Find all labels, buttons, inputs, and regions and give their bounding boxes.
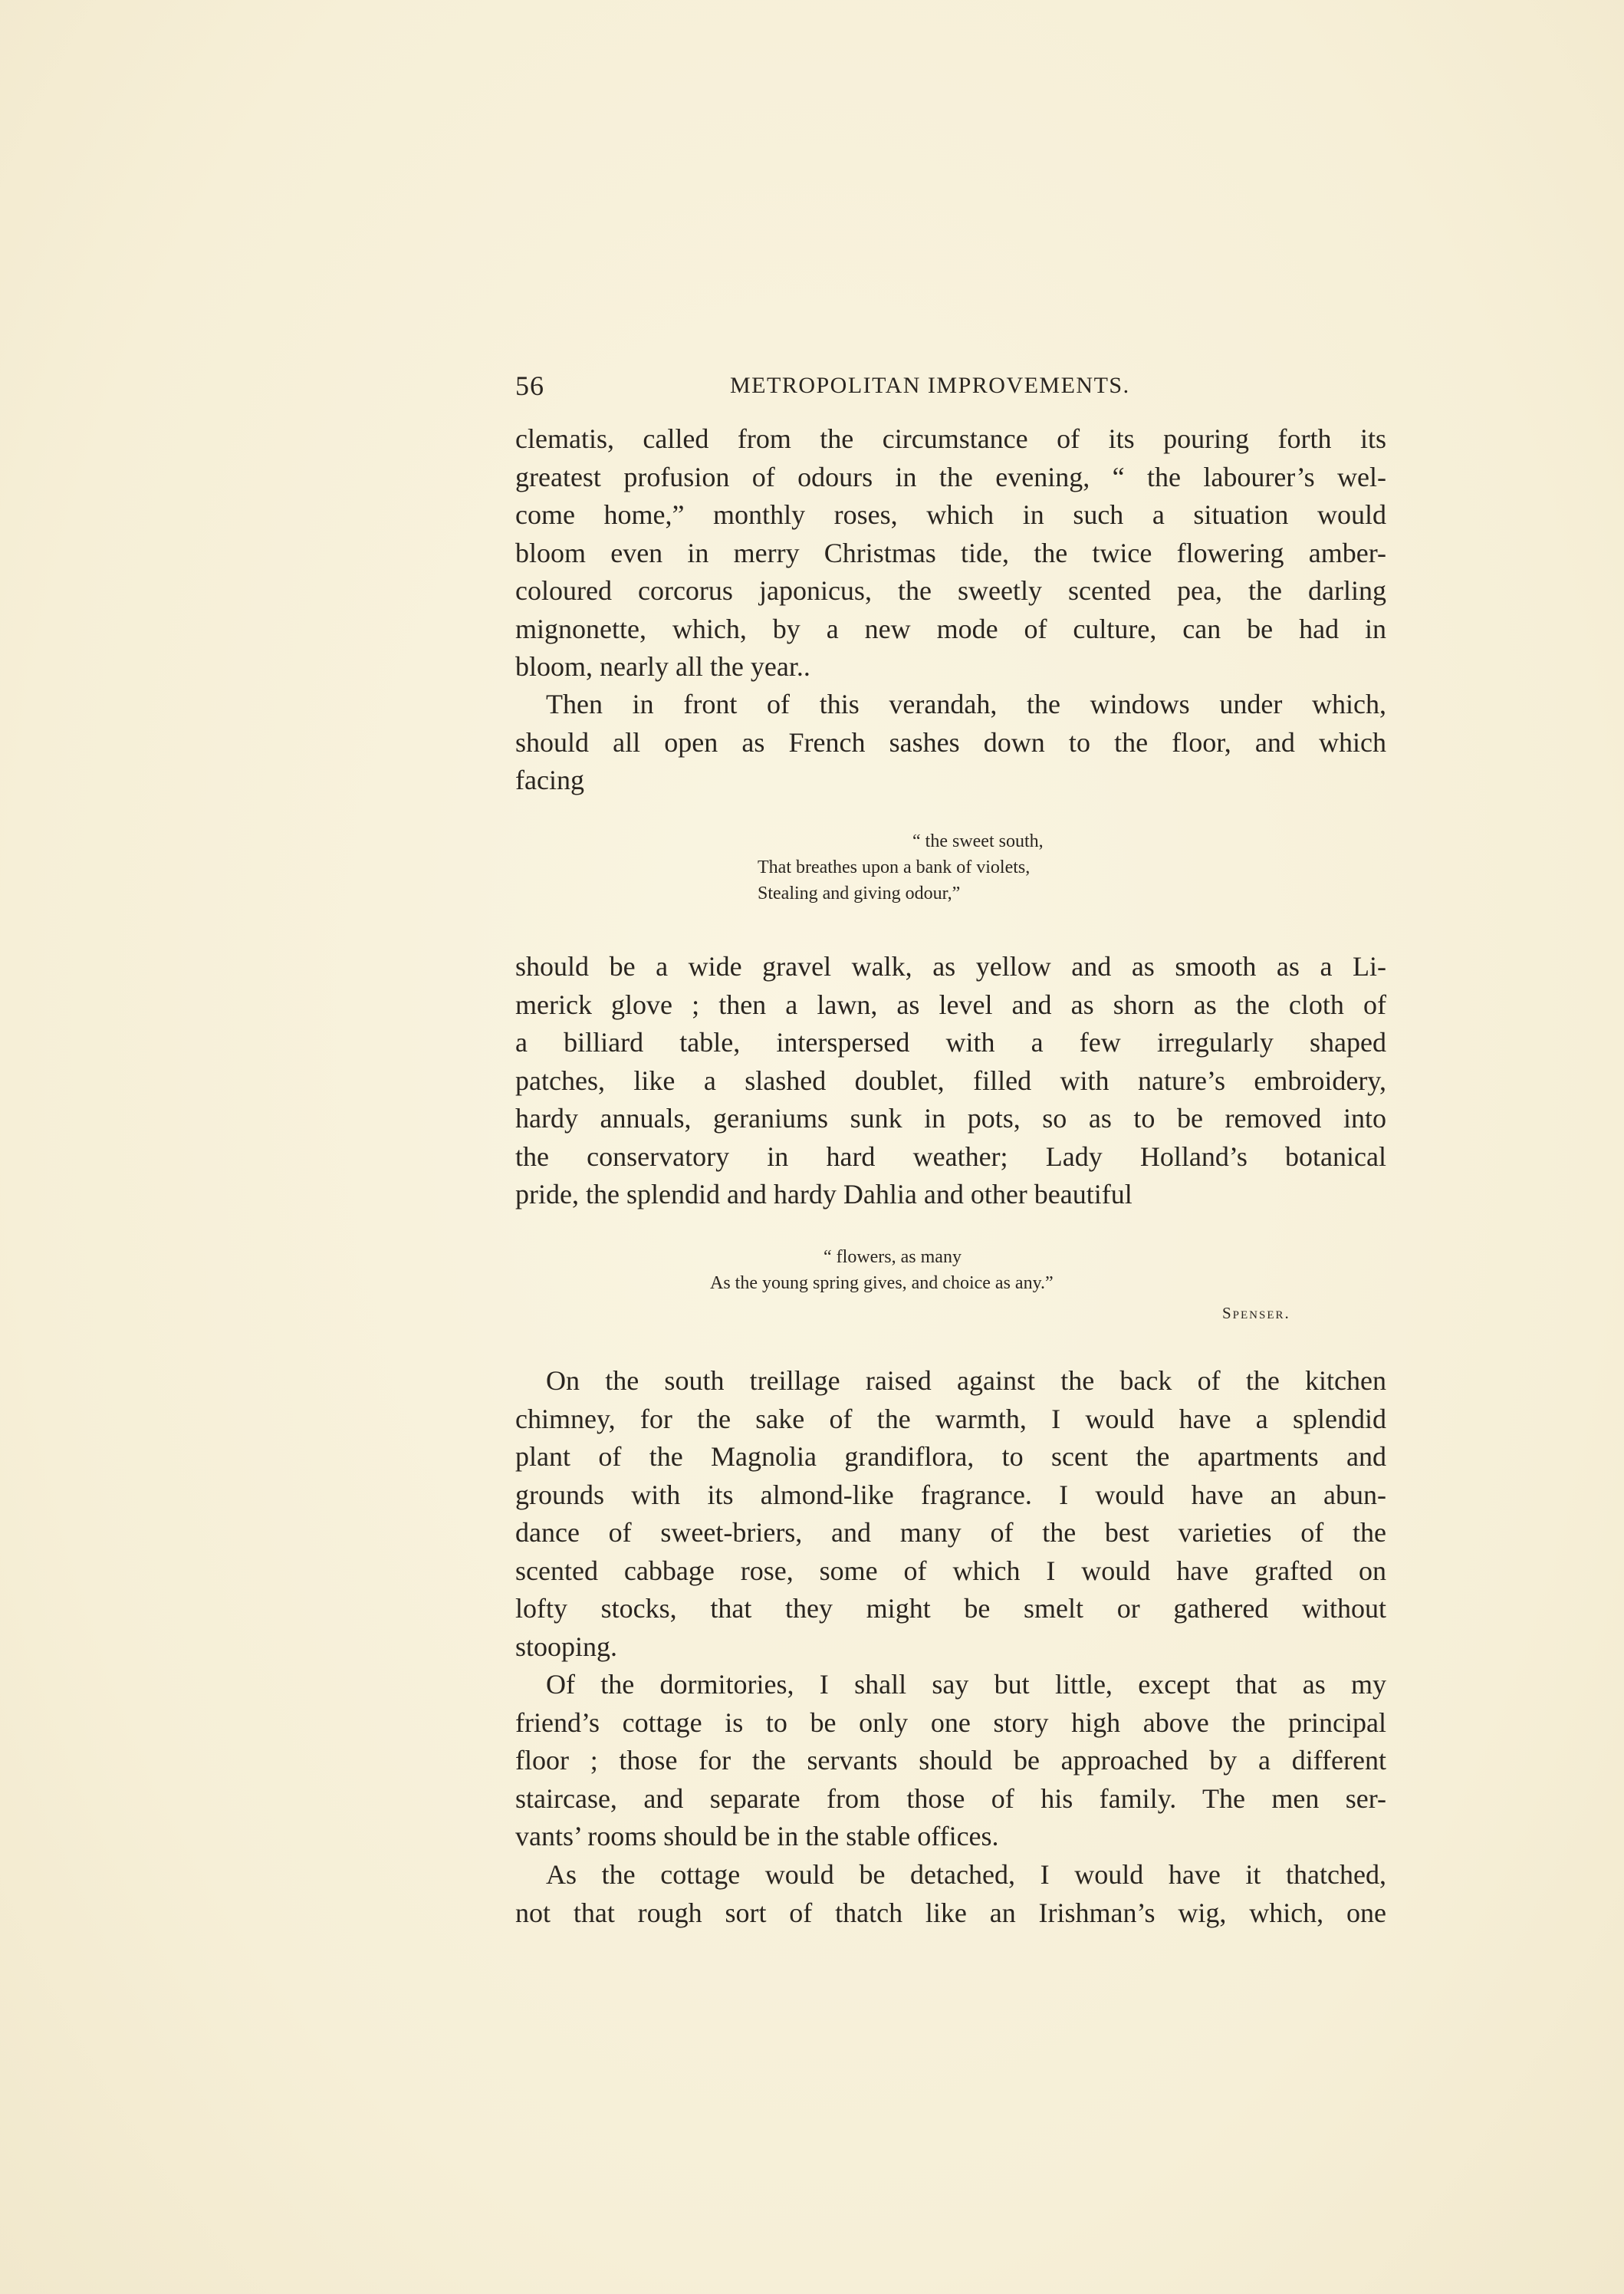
page-number: 56 xyxy=(515,370,544,401)
text-line: bloom, nearly all the year.. xyxy=(515,651,810,682)
text-line: bloom even in merry Christmas tide, the twice flowering amber- xyxy=(515,537,1386,568)
text-line: patches, like a slashed doublet, filled with nature’s embroidery, xyxy=(515,1065,1386,1096)
verse-line: “ the sweet south, xyxy=(912,831,1044,851)
text-line: clematis, called from the circumstance of its pouring forth its xyxy=(515,423,1386,454)
text-line: scented cabbage rose, some of which I would have grafted on xyxy=(515,1555,1386,1586)
text-line: a billiard table, interspersed with a few irregularly shaped xyxy=(515,1027,1386,1058)
text-line: grounds with its almond-like fragrance. I would have an abun- xyxy=(515,1479,1386,1510)
text-line: greatest profusion of odours in the evening, “ the labourer’s wel- xyxy=(515,461,1386,492)
text-line: On the south treillage raised against the back of the kitchen xyxy=(546,1365,1386,1396)
text-line: should all open as French sashes down to the floor, and which xyxy=(515,726,1386,758)
paragraph-6 xyxy=(515,1856,1386,1932)
text-line: the conservatory in hard weather; Lady Holland’s botanical xyxy=(515,1140,1386,1172)
text-line: Then in front of this verandah, the windows under which, xyxy=(546,689,1386,719)
verse-line: Stealing and giving odour,” xyxy=(758,884,961,903)
text-line: stooping. xyxy=(515,1631,618,1662)
text-line: Of the dormitories, I shall say but little, except that as my xyxy=(546,1669,1386,1700)
paragraph-1 xyxy=(515,420,1386,686)
paragraph-2 xyxy=(515,686,1386,800)
verse-quote-2 xyxy=(710,1244,1054,1296)
quote-attribution: Spenser. xyxy=(1222,1304,1290,1322)
text-line: pride, the splendid and hardy Dahlia and other beautiful xyxy=(515,1179,1133,1210)
text-line: As the cottage would be detached, I would have it thatched, xyxy=(546,1859,1386,1890)
verse-quote-1 xyxy=(758,828,1044,907)
text-line: floor ; those for the servants should be approached by a different xyxy=(515,1745,1386,1776)
running-title: METROPOLITAN IMPROVEMENTS. xyxy=(730,373,1130,398)
text-line: come home,” monthly roses, which in such a situation would xyxy=(515,499,1386,530)
verse-line: As the young spring gives, and choice as any.” xyxy=(710,1273,1054,1293)
text-line: staircase, and separate from those of his family. The men ser- xyxy=(515,1782,1386,1814)
text-line: lofty stocks, that they might be smelt or gathered without xyxy=(515,1593,1386,1624)
text-line: dance of sweet-briers, and many of the best varieties of the xyxy=(515,1517,1386,1548)
text-line: hardy annuals, geraniums sunk in pots, so as to be removed into xyxy=(515,1103,1386,1134)
text-line: chimney, for the sake of the warmth, I would have a splendid xyxy=(515,1403,1386,1434)
text-line: mignonette, which, by a new mode of culture, can be had in xyxy=(515,613,1386,644)
page-header xyxy=(515,370,1386,416)
text-line: facing xyxy=(515,765,584,795)
paragraph-4 xyxy=(515,1362,1386,1666)
paragraph-3 xyxy=(515,948,1386,1214)
text-line: should be a wide gravel walk, as yellow and as smooth as a Li- xyxy=(515,951,1386,982)
text-line: coloured corcorus japonicus, the sweetly scented pea, the darling xyxy=(515,575,1386,606)
paragraph-5 xyxy=(515,1666,1386,1856)
text-line: merick glove ; then a lawn, as level and as shorn as the cloth of xyxy=(515,989,1386,1020)
text-line: vants’ rooms should be in the stable offices. xyxy=(515,1821,999,1851)
text-line: plant of the Magnolia grandiflora, to scent the apartments and xyxy=(515,1441,1386,1472)
verse-line: “ flowers, as many xyxy=(824,1247,962,1267)
text-line: friend’s cottage is to be only one story high above the principal xyxy=(515,1707,1386,1738)
text-line: not that rough sort of thatch like an Irishman’s wig, which, one xyxy=(515,1897,1386,1928)
verse-line: That breathes upon a bank of violets, xyxy=(758,857,1031,877)
